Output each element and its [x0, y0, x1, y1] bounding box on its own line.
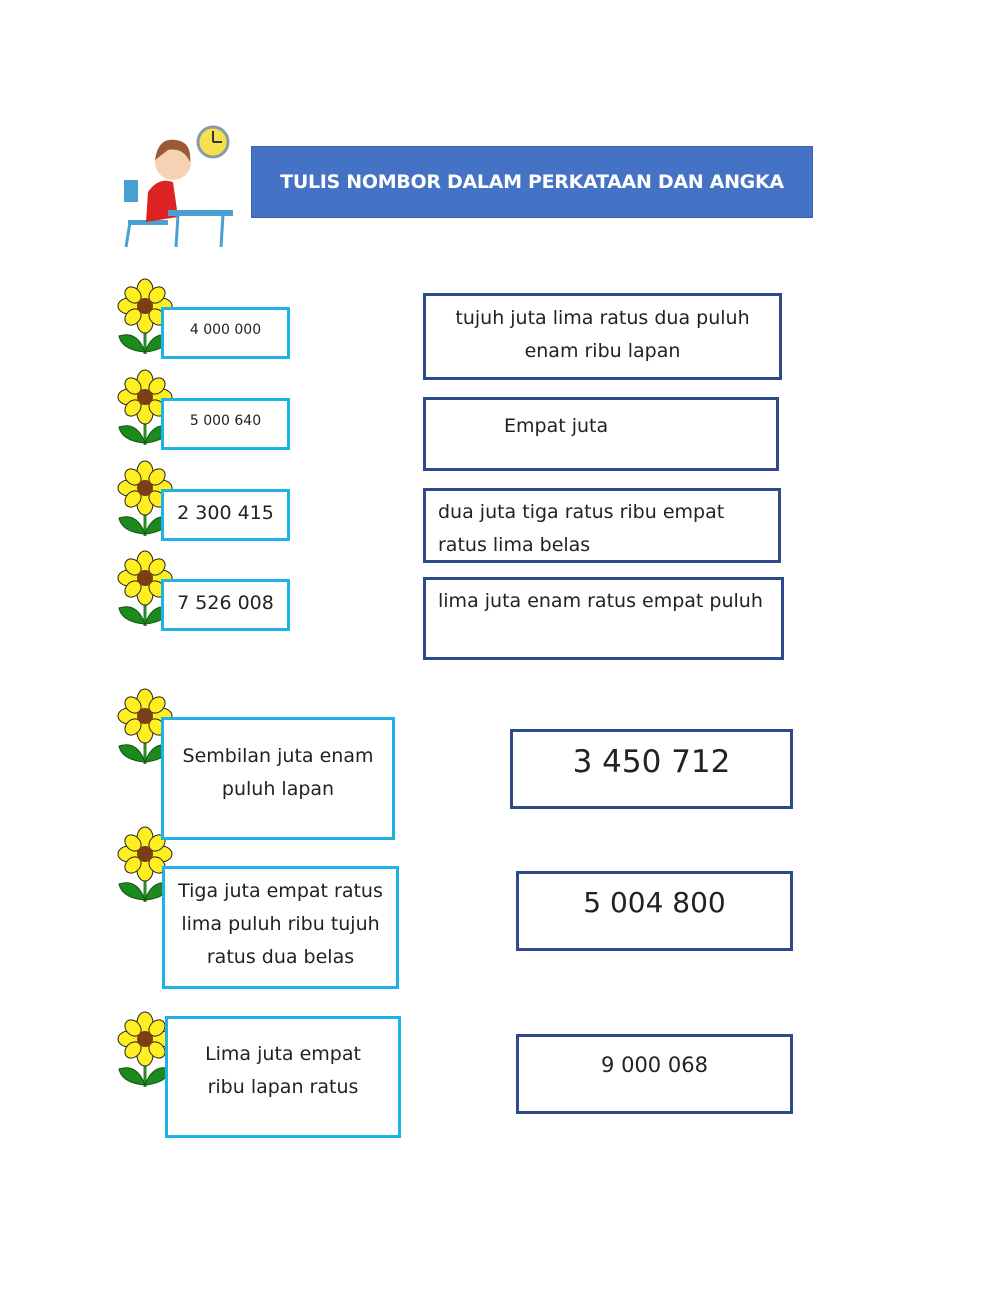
- number-card[interactable]: 4 000 000: [161, 307, 290, 359]
- word-card[interactable]: tujuh juta lima ratus dua puluh enam ribu lapan: [423, 293, 782, 380]
- number-card[interactable]: 7 526 008: [161, 579, 290, 631]
- word-card[interactable]: Empat juta: [423, 397, 779, 471]
- number-card[interactable]: 5 004 800: [516, 871, 793, 951]
- number-card[interactable]: 2 300 415: [161, 489, 290, 541]
- girl-writing-illustration: [118, 122, 233, 252]
- number-card[interactable]: 9 000 068: [516, 1034, 793, 1114]
- page-title: TULIS NOMBOR DALAM PERKATAAN DAN ANGKA: [251, 146, 813, 218]
- word-card[interactable]: Sembilan juta enam puluh lapan: [161, 717, 395, 840]
- number-card[interactable]: 5 000 640: [161, 398, 290, 450]
- word-card[interactable]: Tiga juta empat ratus lima puluh ribu tujuh ratus dua belas: [162, 866, 399, 989]
- word-card[interactable]: dua juta tiga ratus ribu empat ratus lima belas: [423, 488, 781, 563]
- word-card[interactable]: lima juta enam ratus empat puluh: [423, 577, 784, 660]
- word-card[interactable]: Lima juta empat ribu lapan ratus: [165, 1016, 401, 1138]
- number-card[interactable]: 3 450 712: [510, 729, 793, 809]
